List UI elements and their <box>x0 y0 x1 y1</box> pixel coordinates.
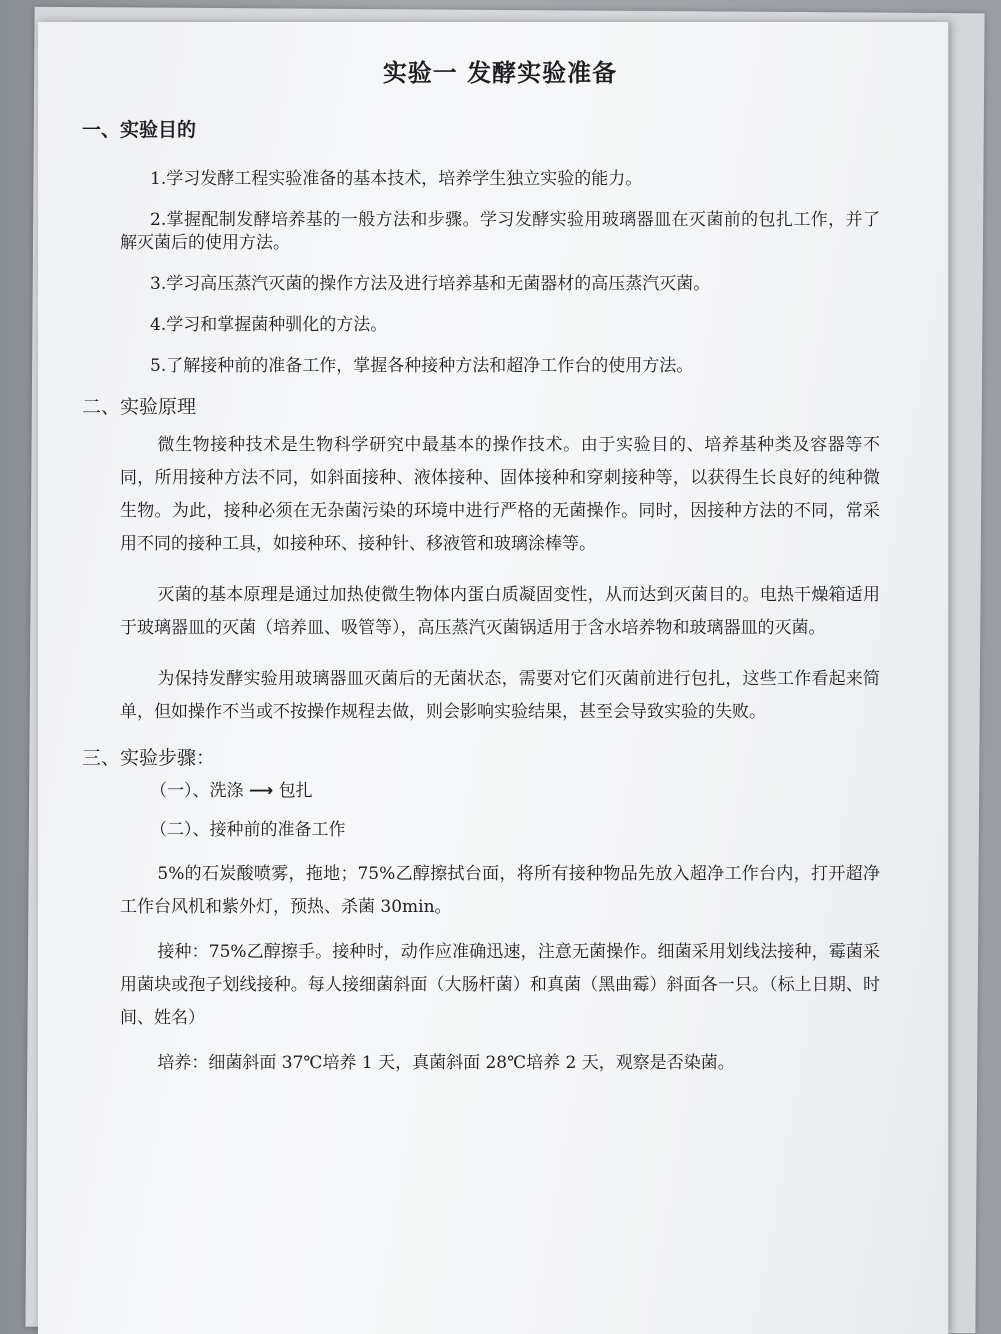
step-wash-label: （一）、洗涤 <box>150 781 244 801</box>
step-paragraph: 5%的石炭酸喷雾，拖地；75%乙醇擦拭台面，将所有接种物品先放入超净工作台内，打开超净工作台风机和紫外灯，预热、杀菌 30min。 <box>120 864 880 917</box>
goals-list <box>120 168 880 378</box>
section-heading-principle: 二、实验原理 <box>82 396 197 418</box>
goal-item: 1.学习发酵工程实验准备的基本技术，培养学生独立实验的能力。 <box>150 169 643 189</box>
principle-paragraph: 微生物接种技术是生物科学研究中最基本的操作技术。由于实验目的、培养基种类及容器等不同，所用接种方法不同，如斜面接种、液体接种、固体接种和穿刺接种等，以获得生长良好的纯种微生物。为此，接种必须在无杂菌污染的环境中进行严格的无菌操作。同时，因接种方法的不同，常采用不同的接种工具，如接种环、接种针、移液管和玻璃涂棒等。 <box>120 435 880 554</box>
step-wrap-label: 包扎 <box>278 781 313 801</box>
step-paragraph: 培养：细菌斜面 37℃培养 1 天，真菌斜面 28℃培养 2 天，观察是否染菌。 <box>157 1053 735 1073</box>
step-paragraph: 接种：75%乙醇擦手。接种时，动作应准确迅速，注意无菌操作。细菌采用划线法接种，霉菌采用菌块或孢子划线接种。每人接细菌斜面（大肠杆菌）和真菌（黑曲霉）斜面各一只。（标上日期、时间、姓名） <box>120 942 880 1028</box>
step-wash <box>150 780 880 803</box>
goal-item: 5.了解接种前的准备工作，掌握各种接种方法和超净工作台的使用方法。 <box>150 356 694 376</box>
principle-paragraph: 为保持发酵实验用玻璃器皿灭菌后的无菌状态，需要对它们灭菌前进行包扎，这些工作看起来简单，但如操作不当或不按操作规程去做，则会影响实验结果，甚至会导致实验的失败。 <box>120 669 880 722</box>
step-prepare: （二）、接种前的准备工作 <box>150 820 346 840</box>
page-content <box>82 52 880 1092</box>
page-title: 实验一 发酵实验准备 <box>382 59 618 87</box>
document-page <box>38 22 949 1334</box>
principle-paragraph: 灭菌的基本原理是通过加热使微生物体内蛋白质凝固变性，从而达到灭菌目的。电热干燥箱适用于玻璃器皿的灭菌（培养皿、吸管等），高压蒸汽灭菌锅适用于含水培养物和玻璃器皿的灭菌。 <box>120 585 880 638</box>
arrow-right-icon: ⟶ <box>248 781 274 801</box>
goal-item: 4.学习和掌握菌种驯化的方法。 <box>150 315 388 335</box>
goal-item: 2.掌握配制发酵培养基的一般方法和步骤。学习发酵实验用玻璃器皿在灭菌前的包扎工作，并了解灭菌后的使用方法。 <box>120 210 880 253</box>
section-heading-goals: 一、实验目的 <box>82 119 197 141</box>
goal-item: 3.学习高压蒸汽灭菌的操作方法及进行培养基和无菌器材的高压蒸汽灭菌。 <box>150 274 711 294</box>
section-heading-steps: 三、实验步骤： <box>82 747 216 769</box>
